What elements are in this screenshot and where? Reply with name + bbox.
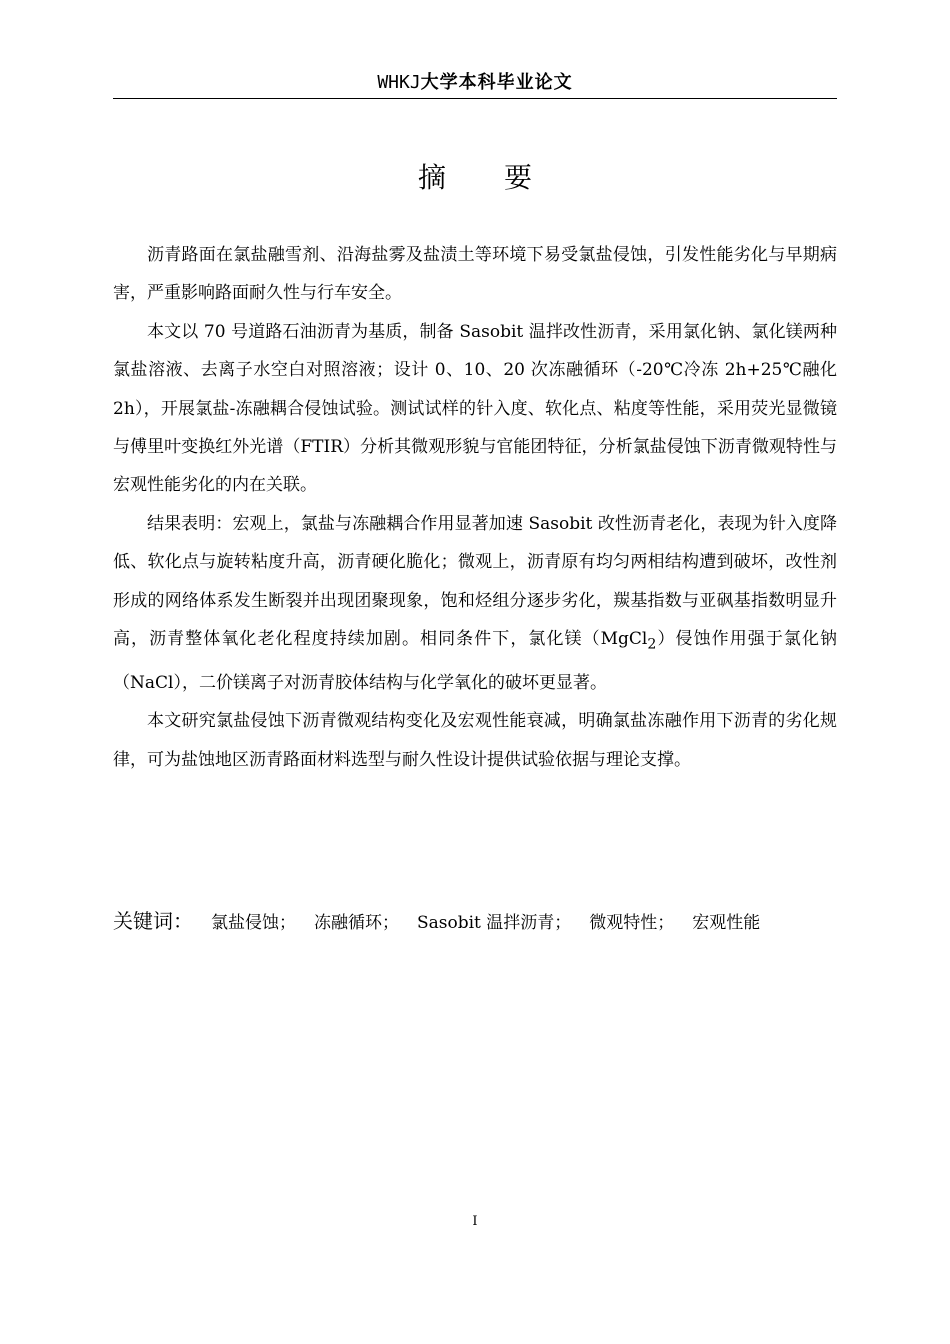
- header-prefix: WHKJ: [377, 72, 421, 93]
- running-header: [113, 70, 837, 96]
- keyword-item: 冻融循环；: [314, 913, 399, 933]
- paragraph-3-text-before: 结果表明：宏观上，氯盐与冻融耦合作用显著加速 Sasobit 改性沥青老化，表现为针入度降低、软化点与旋转粘度升高，沥青硬化脆化；微观上，沥青原有均匀两相结构遭到破坏，改性剂形成的网络体系发生断裂并出现团聚现象，饱和烃组分逐步劣化，羰基指数与亚砜基指数明显升高，沥青整体氧化老化程度持续加剧。相同条件下，氯化镁（MgCl: [113, 513, 837, 650]
- keywords-label: 关键词：: [113, 909, 193, 933]
- abstract-paragraph-2: 本文以 70 号道路石油沥青为基质，制备 Sasobit 温拌改性沥青，采用氯化钠、氯化镁两种氯盐溶液、去离子水空白对照溶液；设计 0、10、20 次冻融循环（-20℃冷冻 2h+25℃融化 2h），开展氯盐-冻融耦合侵蚀试验。测试试样的针入度、软化点、粘度等性能，采用荧光显微镜与傅里叶变换红外光谱（FTIR）分析其微观形貌与官能团特征，分析氯盐侵蚀下沥青微观特性与宏观性能劣化的内在关联。: [113, 321, 837, 496]
- abstract-title: [113, 158, 837, 198]
- header-rule: [113, 98, 837, 99]
- abstract-body: [113, 236, 837, 779]
- abstract-paragraph-1: 沥青路面在氯盐融雪剂、沿海盐雾及盐渍土等环境下易受氯盐侵蚀，引发性能劣化与早期病害，严重影响路面耐久性与行车安全。: [113, 245, 837, 304]
- keyword-item: 宏观性能: [692, 913, 761, 933]
- mgcl2-subscript: 2: [647, 636, 657, 653]
- abstract-paragraph-4: 本文研究氯盐侵蚀下沥青微观结构变化及宏观性能衰减，明确氯盐冻融作用下沥青的劣化规律，可为盐蚀地区沥青路面材料选型与耐久性设计提供试验依据与理论支撑。: [113, 711, 837, 770]
- paragraph-3-text-after: ）侵蚀作用强于氯化钠（NaCl），二价镁离子对沥青胶体结构与化学氧化的破坏更显著。: [113, 629, 837, 693]
- abstract-paragraph-3: [113, 505, 837, 702]
- keyword-item: Sasobit 温拌沥青；: [417, 913, 572, 933]
- keyword-item: 微观特性；: [589, 913, 675, 933]
- keyword-item: 氯盐侵蚀；: [211, 913, 296, 933]
- abstract-title-char-2: 要: [504, 161, 533, 194]
- keywords-line: [113, 902, 837, 942]
- page-number: I: [472, 1214, 478, 1229]
- header-title: 大学本科毕业论文: [420, 72, 573, 93]
- abstract-title-char-1: 摘: [417, 161, 446, 194]
